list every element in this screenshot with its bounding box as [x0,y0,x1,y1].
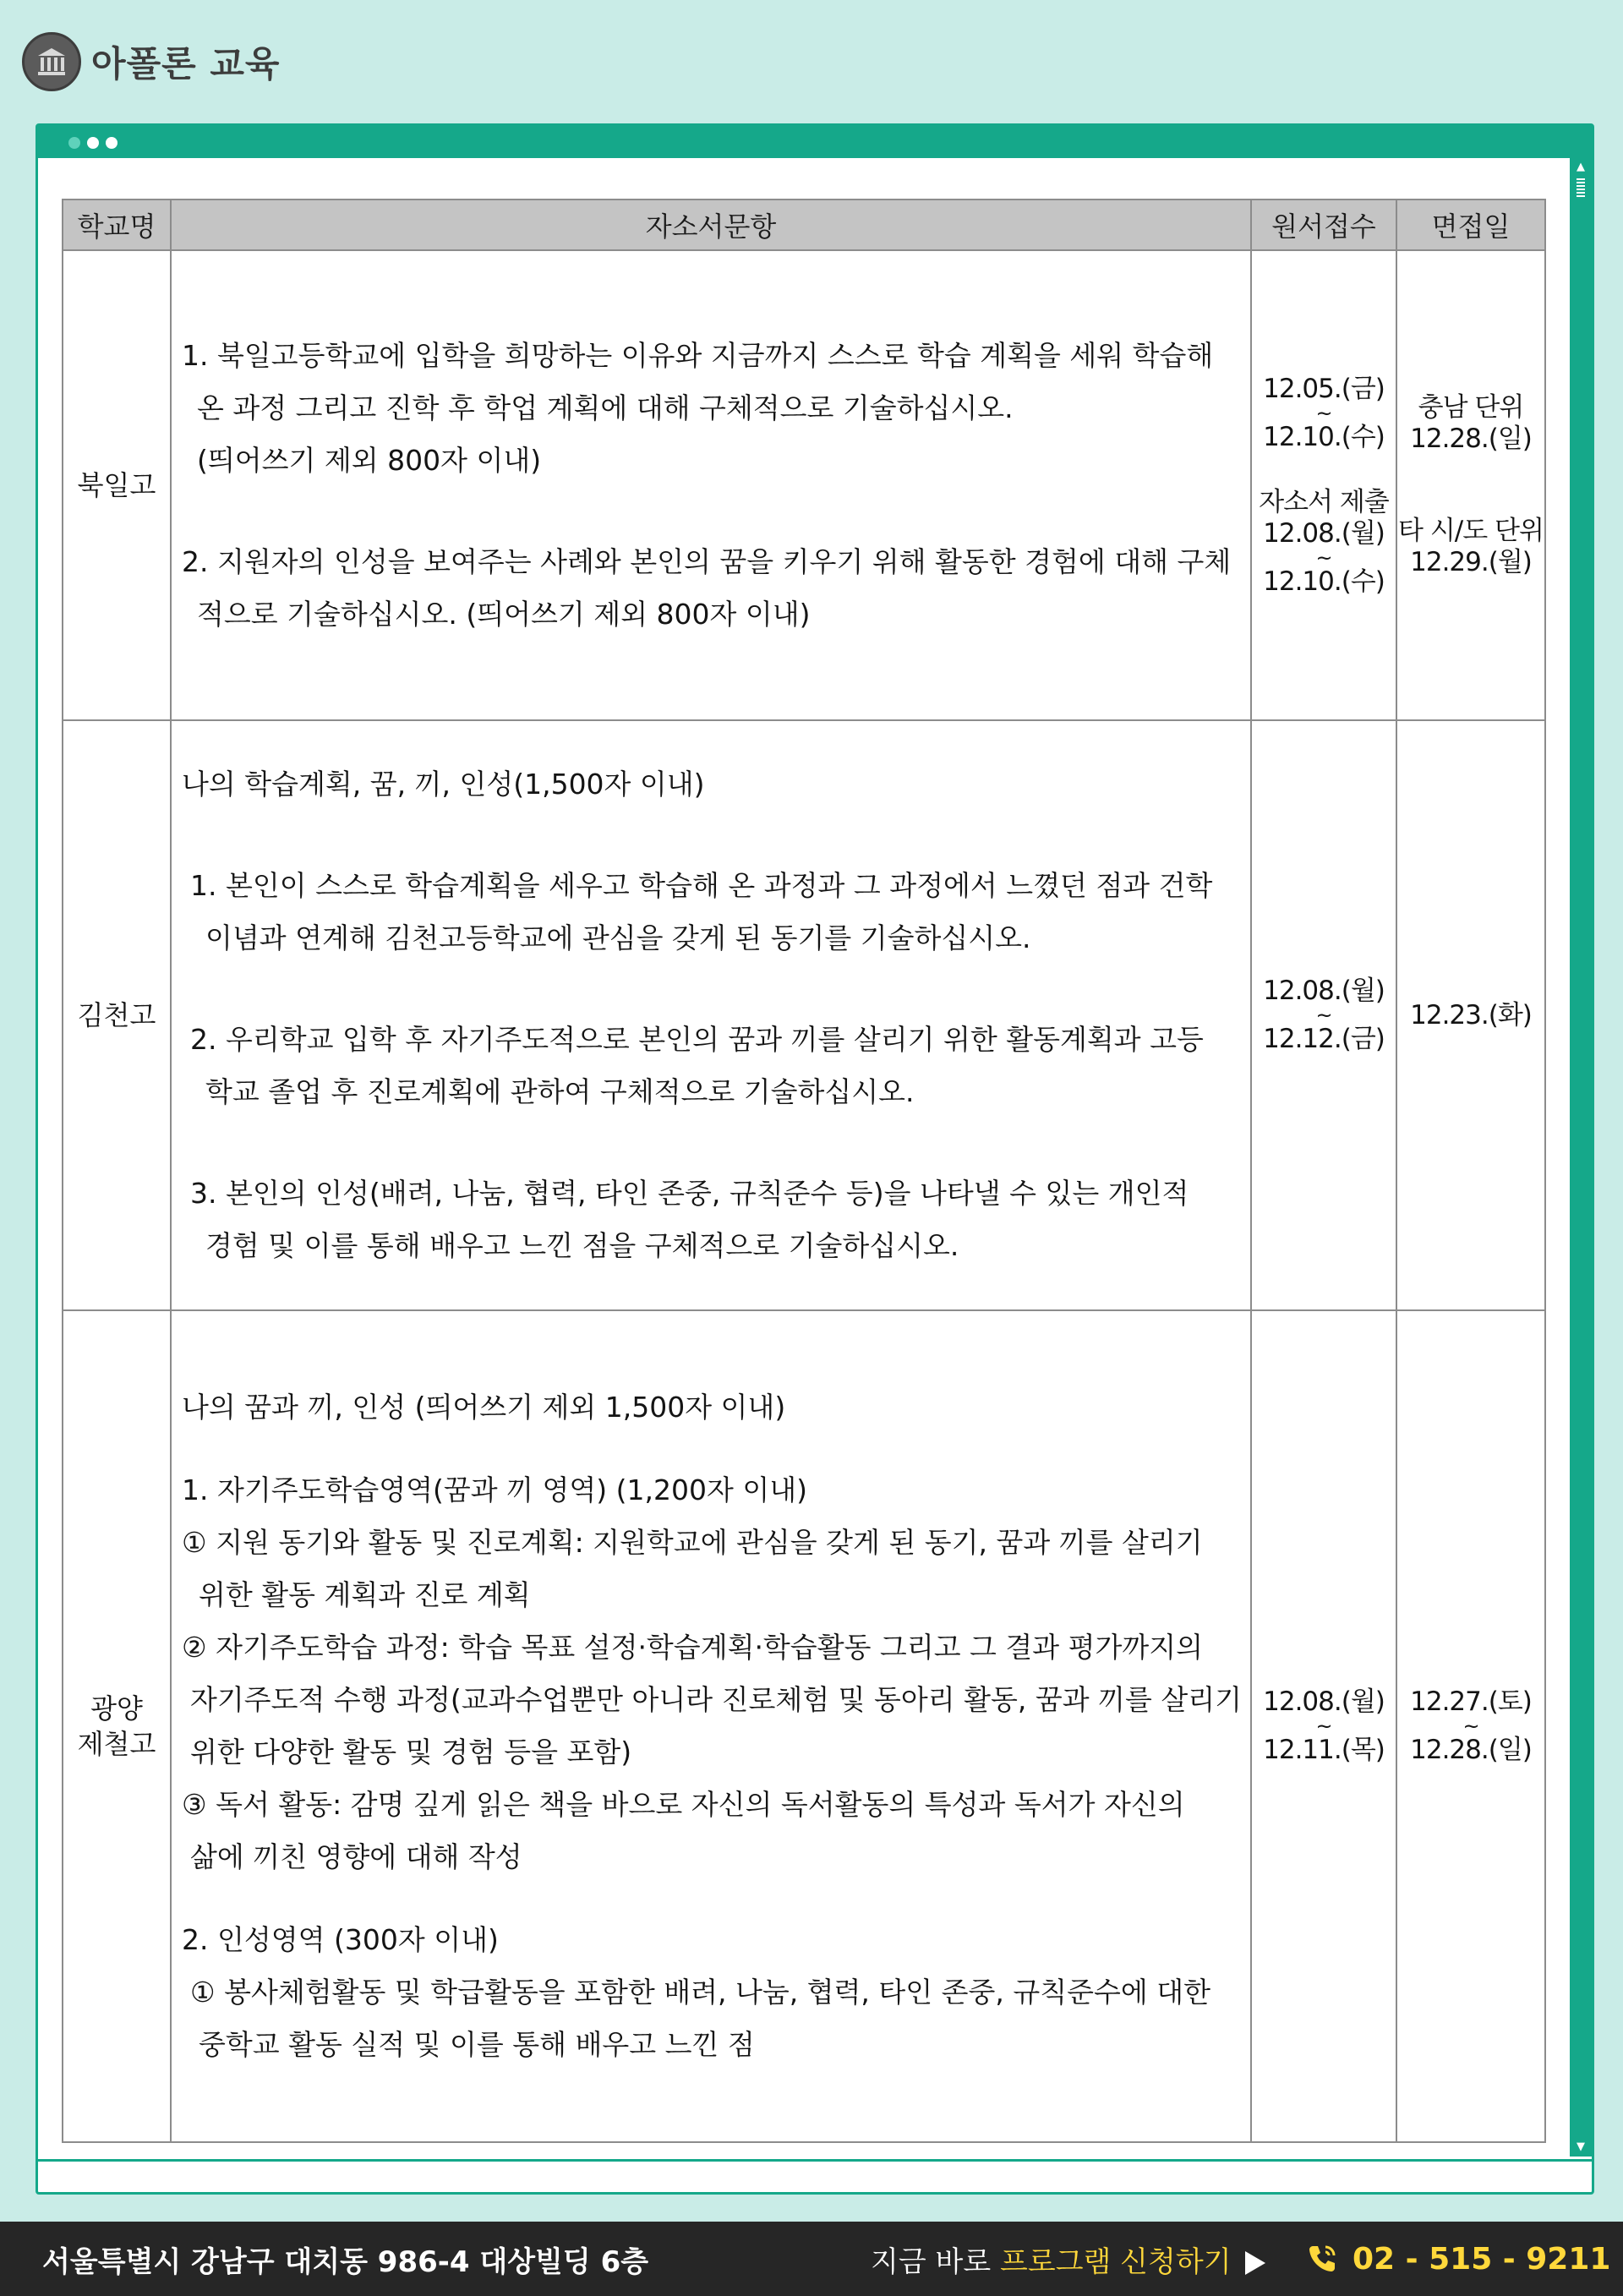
footer-address: 서울특별시 강남구 대치동 986-4 대상빌딩 6층 [42,2244,649,2279]
interview-dates [1396,1310,1545,2142]
interview-dates [1396,720,1545,1310]
academy-logo-icon [22,32,81,91]
essay-submission-label: 자소서 제출 [1259,486,1389,517]
question-line: (띄어쓰기 제외 800자 이내) [197,444,542,477]
window-dot-icon [68,137,80,149]
window-dot-icon [87,137,99,149]
question-line: 온 과정 그리고 진학 후 학업 계획에 대해 구체적으로 기술하십시오. [197,391,1014,424]
essay-submission-end: 12.10.(수) [1263,566,1385,597]
date-tilde: ~ [1315,1714,1332,1738]
application-end: 12.10.(수) [1263,421,1385,452]
school-name: 북일고 [63,250,171,720]
interview-dates [1396,250,1545,720]
window-bottom-bar [38,2159,1592,2162]
question-line: ① 지원 동기와 활동 및 진로계획: 지원학교에 관심을 갖게 된 동기, 꿈과 끼를 살리기 [182,1526,1203,1559]
question-line: 나의 꿈과 끼, 인성 (띄어쓰기 제외 1,500자 이내) [182,1391,786,1424]
question-line: 위한 활동 계획과 진로 계획 [199,1578,531,1611]
question-line: 적으로 기술하십시오. (띄어쓰기 제외 800자 이내) [197,598,811,631]
school-essay-table [62,199,1546,2143]
scroll-up-arrow-icon[interactable]: ▲ [1577,161,1585,173]
header-interview: 면접일 [1396,200,1545,250]
table-row [63,720,1545,1310]
interview-date: 12.28.(일) [1410,424,1532,454]
interview-start: 12.27.(토) [1410,1686,1532,1717]
scroll-down-arrow-icon[interactable]: ▼ [1577,2140,1585,2153]
application-end: 12.11.(목) [1263,1735,1385,1765]
scrollbar-thumb[interactable] [1577,177,1585,197]
application-start: 12.08.(월) [1263,976,1385,1006]
question-line: 이념과 연계해 김천고등학교에 관심을 갖게 된 동기를 기술하십시오. [205,921,1031,954]
question-line: ③ 독서 활동: 감명 깊게 읽은 책을 바으로 자신의 독서활동의 특성과 독서가 자신의 [182,1788,1185,1821]
table-row [63,1310,1545,2142]
table-row [63,250,1545,720]
footer-bar [0,2222,1623,2296]
apply-program-link[interactable] [871,2239,1265,2280]
question-line: 1. 자기주도학습영역(꿈과 끼 영역) (1,200자 이내) [182,1473,807,1506]
window-dot-icon [106,137,117,149]
header-school: 학교명 [63,200,171,250]
question-line: 2. 지원자의 인성을 보여주는 사례와 본인의 꿈을 키우기 위해 활동한 경험에 대해 구체 [182,545,1232,578]
date-tilde: ~ [1315,401,1332,425]
brand-name: 아폴론 교육 [91,43,281,85]
question-line: 위한 다양한 활동 및 경험 등을 포함) [190,1736,632,1768]
phone-link[interactable] [1305,2242,1610,2277]
interview-end: 12.28.(일) [1410,1735,1532,1765]
date-tilde: ~ [1462,1714,1479,1738]
essay-questions [171,250,1251,720]
brand-header [22,32,280,91]
application-period [1251,720,1396,1310]
question-line: 경험 및 이를 통해 배우고 느낀 점을 구체적으로 기술하십시오. [205,1229,959,1262]
school-name: 김천고 [63,720,171,1310]
application-period [1251,1310,1396,2142]
question-line: 2. 인성영역 (300자 이내) [182,1923,499,1956]
question-line: ② 자기주도학습 과정: 학습 목표 설정·학습계획·학습활동 그리고 그 결과 평가까지의 [182,1631,1204,1664]
question-line: ① 봉사체험활동 및 학급활동을 포함한 배려, 나눔, 협력, 타인 존중, 규칙준수에 대한 [190,1976,1211,2009]
question-line: 1. 본인이 스스로 학습계획을 세우고 학습해 온 과정과 그 과정에서 느꼈던 점과 건학 [190,869,1213,902]
school-name-line: 광양 [90,1692,143,1725]
question-line: 3. 본인의 인성(배려, 나눔, 협력, 타인 존중, 규칙준수 등)을 나타낼 수 있는 개인적 [190,1177,1189,1210]
date-tilde: ~ [1315,545,1332,570]
application-period [1251,250,1396,720]
table-header-row [63,200,1545,250]
vertical-scrollbar[interactable] [1570,158,1592,2157]
cta-highlight: 프로그램 신청하기 [1000,2244,1232,2279]
question-line: 학교 졸업 후 진로계획에 관하여 구체적으로 기술하십시오. [205,1075,915,1108]
question-line: 나의 학습계획, 꿈, 끼, 인성(1,500자 이내) [182,768,705,801]
application-start: 12.05.(금) [1263,373,1385,404]
interview-label: 충남 단위 [1418,392,1524,423]
question-line: 자기주도적 수행 과정(교과수업뿐만 아니라 진로체험 및 동아리 활동, 꿈과 끼를 살리기 [190,1683,1242,1716]
question-line: 중학교 활동 실적 및 이를 통해 배우고 느낀 점 [199,2028,755,2061]
interview-label: 타 시/도 단위 [1398,516,1544,546]
header-essay-questions: 자소서문항 [171,200,1251,250]
essay-questions [171,720,1251,1310]
phone-number: 02 - 515 - 9211 [1352,2241,1611,2277]
essay-questions [171,1310,1251,2142]
phone-icon [1305,2242,1339,2276]
question-line: 2. 우리학교 입학 후 자기주도적으로 본인의 꿈과 끼를 살리기 위한 활동계획과 고등 [190,1023,1204,1056]
interview-date: 12.23.(화) [1410,999,1532,1030]
interview-date: 12.29.(월) [1410,547,1532,577]
window-titlebar [38,126,1592,158]
application-start: 12.08.(월) [1263,1686,1385,1717]
essay-submission-start: 12.08.(월) [1263,517,1385,549]
school-name-line: 제철고 [77,1728,156,1760]
school-name [63,1310,171,2142]
question-line: 삶에 끼친 영향에 대해 작성 [190,1840,522,1873]
question-line: 1. 북일고등학교에 입학을 희망하는 이유와 지금까지 스스로 학습 계획을 세워 학습해 [182,339,1214,372]
cta-prefix: 지금 바로 [871,2244,1000,2279]
application-end: 12.12.(금) [1263,1024,1385,1054]
content-window [36,123,1594,2195]
date-tilde: ~ [1315,1003,1332,1027]
header-application: 원서접수 [1251,200,1396,250]
play-arrow-icon [1245,2251,1265,2275]
